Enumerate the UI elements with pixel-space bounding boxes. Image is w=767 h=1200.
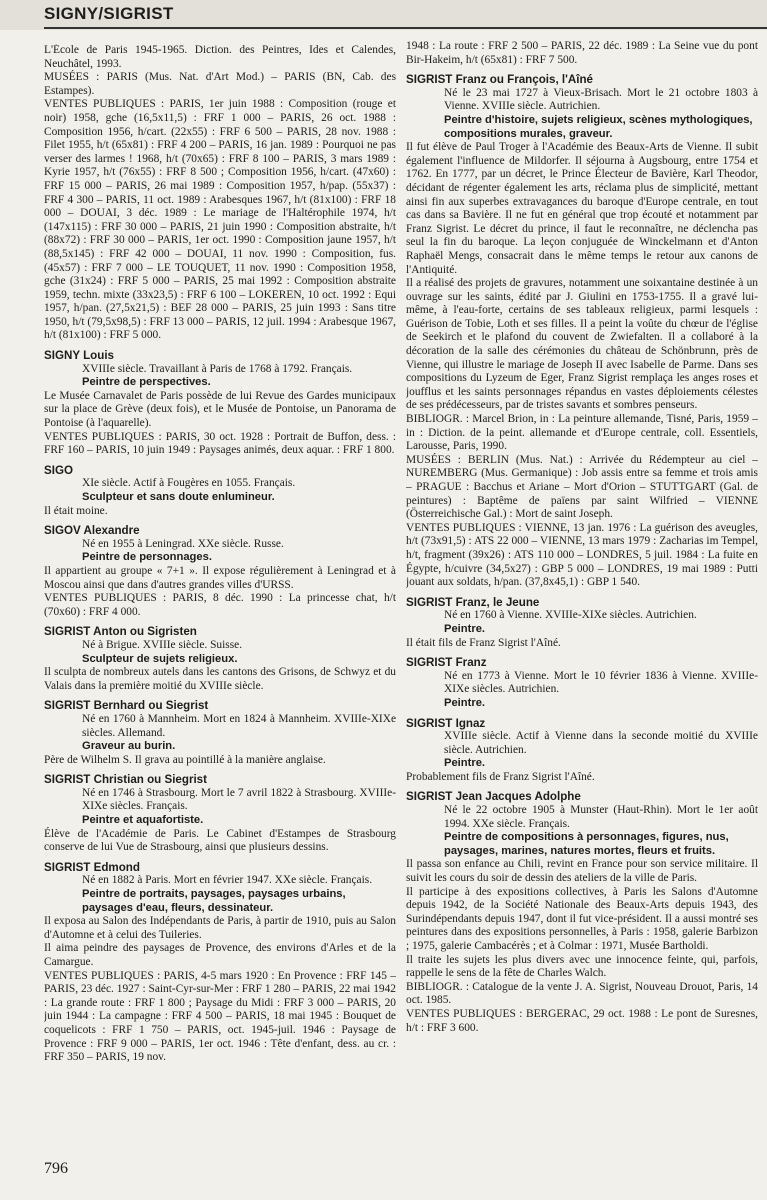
entry-body: MUSÉES : BERLIN (Mus. Nat.) : Arrivée du Rédempteur au ciel – NUREMBERG (Mus. Germanique) : Job assis entre sa femme et trois amis – PRAGUE : Bacchus et Ariane – Mort d'Orion – STUTTGART (Gal. de peintures) : Baptême de païens par saint Wilfried – VIENNE (Österreichische Gal.) : Mort de saint Joseph. [406, 453, 758, 521]
entry-specialty: Peintre. [444, 696, 486, 709]
entry-specialty: Peintre de personnages. [82, 551, 212, 564]
entry-dates: Né en 1760 à Mannheim. Mort en 1824 à Mannheim. XVIIIe-XIXe siècles. Allemand. [82, 712, 396, 739]
entry-name: SIGRIST Franz ou François, l'Aîné [406, 73, 593, 87]
paragraph: MUSÉES : PARIS (Mus. Nat. d'Art Mod.) – PARIS (BN, Cab. des Estampes). [44, 71, 396, 97]
entry-dates: Né en 1773 à Vienne. Mort le 10 février 1836 à Vienne. XVIIIe-XIXe siècles. Autrichien. [444, 669, 758, 696]
entry-dates: Né à Brigue. XVIIIe siècle. Suisse. [82, 638, 243, 651]
entry-body: Il traite les sujets les plus divers avec une innocence feinte, qui, parfois, rappelle le sens de la fête de Charles Walch. [406, 953, 758, 980]
entry-dates: XVIIIe siècle. Actif à Vienne dans la seconde moitié du XVIIIe siècle. Autrichien. [444, 730, 758, 756]
entry-specialty: Graveur au burin. [82, 740, 176, 753]
entry-specialty: Peintre et aquafortiste. [82, 814, 204, 827]
entry-dates: Né le 22 octobre 1905 à Munster (Haut-Rhin). Mort le 1er août 1994. XXe siècle. Français. [444, 804, 758, 830]
entry-name: SIGRIST Bernhard ou Siegrist [44, 699, 209, 713]
entry-name: SIGRIST Ignaz [406, 716, 486, 730]
entry-body: Il participe à des expositions collectives, à Paris les Salons d'Automne depuis 1942, de la Société Nationale des Beaux-Arts depuis 1943, des Surindépendants depuis 1947, dont il fut vice-président. Il a aussi montré ses peintures dans des expositions personnelles, à Paris : 1958, galerie Barbizon ; 1975, galerie Cambacérès ; et à Colmar : 1971, Musée Bartholdi. [406, 885, 758, 952]
entry-body: Il exposa au Salon des Indépendants de Paris, à partir de 1910, puis au Salon d'Automne et à celui des Tuileries. [44, 915, 396, 941]
entry-body: BIBLIOGR. : Catalogue de la vente J. A. Sigrist, Nouveau Drouot, Paris, 14 oct. 1985. [406, 980, 758, 1007]
entry-name: SIGRIST Jean Jacques Adolphe [406, 790, 581, 804]
entry-name: SIGNY Louis [44, 349, 115, 363]
entry-body: Il passa son enfance au Chili, revint en France pour son service militaire. Il suivit les cours du soir de dessin des ateliers de la ville de Paris. [406, 858, 758, 885]
entry-sigrist-jean-jacques-adolphe [406, 790, 758, 1035]
entry-specialty: Peintre d'histoire, sujets religieux, scènes mythologiques, compositions murales, graveur. [444, 113, 753, 140]
entry-sigov-alexandre [44, 524, 396, 619]
entry-dates: Né en 1746 à Strasbourg. Mort le 7 avril 1822 à Strasbourg. XVIIIe-XIXe siècles. Français. [82, 786, 396, 813]
entry-specialty: Peintre. [444, 757, 486, 770]
entry-body: VENTES PUBLIQUES : BERGERAC, 29 oct. 1988 : Le pont de Suresnes, h/t : FRF 3 600. [406, 1007, 758, 1034]
entry-specialty: Peintre de portraits, paysages, paysages urbains, paysages d'eau, fleurs, dessinateur. [82, 888, 346, 914]
left-column [44, 44, 396, 1159]
entry-specialty: Sculpteur de sujets religieux. [82, 652, 238, 665]
entry-name: SIGO [44, 463, 73, 477]
paragraph: L'École de Paris 1945-1965. Diction. des Peintres, Ides et Calendes, Neuchâtel, 1993. [44, 44, 396, 70]
entry-body: VENTES PUBLIQUES : PARIS, 8 déc. 1990 : La princesse chat, h/t (70x60) : FRF 4 000. [44, 592, 396, 618]
entry-name: SIGRIST Franz [406, 656, 487, 670]
entry-dates: XIe siècle. Actif à Fougères en 1055. Français. [82, 477, 296, 490]
entry-sigrist-christian [44, 773, 396, 855]
entry-dates: Né en 1955 à Leningrad. XXe siècle. Russe. [82, 537, 284, 550]
right-column [406, 40, 758, 1155]
entry-signy-louis [44, 349, 396, 458]
header-rule [44, 27, 767, 29]
entry-body: Élève de l'Académie de Paris. Le Cabinet d'Estampes de Strasbourg conserve de lui Vue de Strasbourg, ainsi que plusieurs dessins. [44, 827, 396, 854]
entry-name: SIGRIST Anton ou Sigristen [44, 625, 197, 639]
entry-body: Il était moine. [44, 504, 108, 517]
entry-sigrist-bernhard [44, 699, 396, 767]
entry-dates: Né en 1882 à Paris. Mort en février 1947. XXe siècle. Français. [82, 874, 373, 887]
entry-body: VENTES PUBLIQUES : PARIS, 30 oct. 1928 : Portrait de Buffon, dess. : FRF 160 – PARIS, 10 juin 1949 : Paysages animés, deux aquar. : FRF 1 800. [44, 430, 396, 457]
entry-sigrist-anton [44, 625, 396, 693]
entry-dates: Né en 1760 à Vienne. XVIIIe-XIXe siècles. Autrichien. [444, 609, 697, 622]
entry-body: Probablement fils de Franz Sigrist l'Aîné. [406, 770, 595, 783]
entry-body: Le Musée Carnavalet de Paris possède de lui Revue des Gardes municipaux sur la place de Grève (deux fois), et le Musée de Pontoise, un Panorama de Pontoise (à l'aquarelle). [44, 389, 396, 430]
entry-dates: XVIIIe siècle. Travaillant à Paris de 1768 à 1792. Français. [82, 362, 353, 375]
entry-body: Père de Wilhelm S. Il grava au pointillé à la manière anglaise. [44, 753, 326, 766]
entry-body: Il a réalisé des projets de gravures, notamment une soixantaine destinée à un ouvrage sur les saints, édité par J. Giulini en 1753-1755. Il a gravé lui-même, à l'eau-forte, certains de ses tableaux religieux, parmi lesquels : Guérison de Tobie, Loth et ses filles. Il a peint la voûte du chœur de l'église de Seekirch et le plafond du couvent de Zwiefalten. Il a collaboré à la décoration de la salle des cérémonies du château de Schönbrunn, près de Vienne, qui illustre le mariage de Joseph II avec Isabelle de Parme. Dans ses compositions du Lyzeum de Eger, Franz Sigrist remplaça les anges roses et joufflus et les saints personnages répandus en vastes déploiements célestes de ses prédécesseurs, par de tristes savants et sombres penseurs. [406, 277, 758, 412]
entry-body: Il appartient au groupe « 7+1 ». Il expose régulièrement à Leningrad et à Moscou ainsi que dans d'autres grandes villes d'URSS. [44, 564, 396, 591]
entry-sigrist-edmond [44, 861, 396, 1065]
entry-sigo [44, 464, 396, 518]
entry-sigrist-franz [406, 656, 758, 710]
entry-sigrist-franz-jeune [406, 596, 758, 650]
entry-body: Il sculpta de nombreux autels dans les cantons des Grisons, de Schwyz et du Valais dans la première moitié du XVIIIe siècle. [44, 666, 396, 692]
page-number: 796 [44, 1160, 68, 1177]
entry-body: Il était fils de Franz Sigrist l'Aîné. [406, 636, 561, 649]
entry-body: VENTES PUBLIQUES : PARIS, 4-5 mars 1920 : En Provence : FRF 145 – PARIS, 23 déc. 1927 : Saint-Cyr-sur-Mer : FRF 1 280 – PARIS, 22 mai 1942 : La grande route : FRF 1 800 ; Paysage du Midi : FRF 3 000 – PARIS, 20 juin 1944 : La campagne : FRF 4 500 – PARIS, 18 mai 1945 : Bouquet de coquelicots : FRF 1 750 – PARIS, oct. 1945-juil. 1946 : Paysage de Provence : FRF 9 000 – PARIS, 1er oct. 1946 : Tête d'enfant, dess. au cr. : FRF 350 – PARIS, 19 nov. [44, 969, 396, 1064]
entry-name: SIGOV Alexandre [44, 524, 140, 538]
entry-name: SIGRIST Edmond [44, 860, 140, 874]
entry-specialty: Sculpteur et sans doute enlumineur. [82, 491, 275, 503]
entry-specialty: Peintre de compositions à personnages, figures, nus, paysages, marines, natures mortes, fleurs et fruits. [444, 831, 729, 857]
entry-body: Il aima peindre des paysages de Provence, des environs d'Arles et de la Camargue. [44, 942, 396, 968]
entry-body: Il fut élève de Paul Troger à l'Académie des Beaux-Arts de Vienne. Il subit également l'influence de Mildorfer. Il séjourna à Augsbourg, entre 1754 et 1762. En 1777, par un décret, le Prince Électeur de Bavière, Karl Theodor, décidant de régenter également les arts, réclama plus de simplicité, mettant ainsi fin aux superbes extravagances du baroque d'Europe centrale, en tout cas dans sa Bavière. Il ne fut en général que trop écouté et notamment par Franz Sigrist. Le décret du prince, il faut le reconnaître, ne déclencha pas seul la fin du baroque. La leçon conjuguée de Winckelmann et d'Anton Raphaël Mengs, consacrait dans le même temps le retour aux canons de l'Antiquité. [406, 141, 758, 276]
entry-sigrist-ignaz [406, 717, 758, 785]
continuation-text: 1948 : La route : FRF 2 500 – PARIS, 22 déc. 1989 : La Seine vue du pont Bir-Hakeim, h/t (65x81) : FRF 7 500. [406, 40, 758, 66]
entry-specialty: Peintre de perspectives. [82, 376, 211, 389]
running-head: SIGNY/SIGRIST [44, 4, 174, 23]
entry-name: SIGRIST Franz, le Jeune [406, 595, 540, 609]
entry-specialty: Peintre. [444, 622, 486, 635]
paragraph: VENTES PUBLIQUES : PARIS, 1er juin 1988 : Composition (rouge et noir) 1958, gche (16,5x11,5) : FRF 1 000 – PARIS, 26 oct. 1988 : Composition 1956, h/cart. (22x55) : FRF 6 500 – PARIS, 28 nov. 1988 : Filet 1955, h/t (65x81) : FRF 4 200 – PARIS, 16 jan. 1989 : Pourquoi ne pas verser des larmes ! 1968, h/t (70x65) : FRF 8 100 – PARIS, 3 mars 1989 : Kyrie 1957, h/t (76x55) : FRF 8 500 ; Composition 1956, h/cart. (47x60) : FRF 15 000 – PARIS, 26 mai 1989 : Composition 1957, h/pap. (55x37) : FRF 4 300 – PARIS, 11 oct. 1989 : Arabesques 1967, h/t (81x100) : FRF 18 000 – DOUAI, 3 déc. 1989 : Le mariage de l'Haltérophile 1974, h/t (147x115) : FRF 30 000 – PARIS, 21 juin 1990 : Composition abstraite, h/t (88x72) : FRF 30 000 – PARIS, 1er oct. 1990 : Composition jaune 1957, h/t (88,5x145) : FRF 42 000 – DOUAI, 11 nov. 1990 : Composition, fus. (45x57) : FRF 7 000 – LE TOUQUET, 11 nov. 1990 : Composition 1958, gche (31x24) : FRF 5 000 – PARIS, 25 mai 1992 : Composition abstraite 1959, techn. mixte (33x23,5) : FRF 6 100 – LOKEREN, 10 oct. 1992 : Equi 1957, h/pan. (27,5x21,5) : BEF 28 000 – PARIS, 25 juin 1993 : Sans titre 1950, h/t (79,5x98,5) : FRF 13 000 – PARIS, 12 juil. 1994 : Arabesque 1967, h/t (81x100) : FRF 5 000. [44, 98, 396, 342]
entry-body: BIBLIOGR. : Marcel Brion, in : La peinture allemande, Tisné, Paris, 1959 – in : Diction. de la peint. allemande et d'Europe centrale, coll. Essentiels, Larousse, Paris, 1990. [406, 413, 758, 453]
entry-sigrist-franz-aine [406, 73, 758, 590]
entry-body: VENTES PUBLIQUES : VIENNE, 13 jan. 1976 : La guérison des aveugles, h/t (73x91,5) : ATS 22 000 – VIENNE, 13 mars 1979 : Zacharias im Tempel, h/t, fragment (39x26) : ATS 110 000 – LONDRES, 5 juil. 1984 : La fuite en Égypte, h/cuivre (34,5x27) : GBP 5 000 – LONDRES, 19 mai 1989 : Putti jouant aux soldats, h/pan. (37,8x45,1) : GBP 1 540. [406, 521, 758, 589]
entry-dates: Né le 23 mai 1727 à Vieux-Brisach. Mort le 21 octobre 1803 à Vienne. XVIIIe siècle. Autrichien. [444, 86, 758, 113]
entry-name: SIGRIST Christian ou Siegrist [44, 773, 207, 787]
